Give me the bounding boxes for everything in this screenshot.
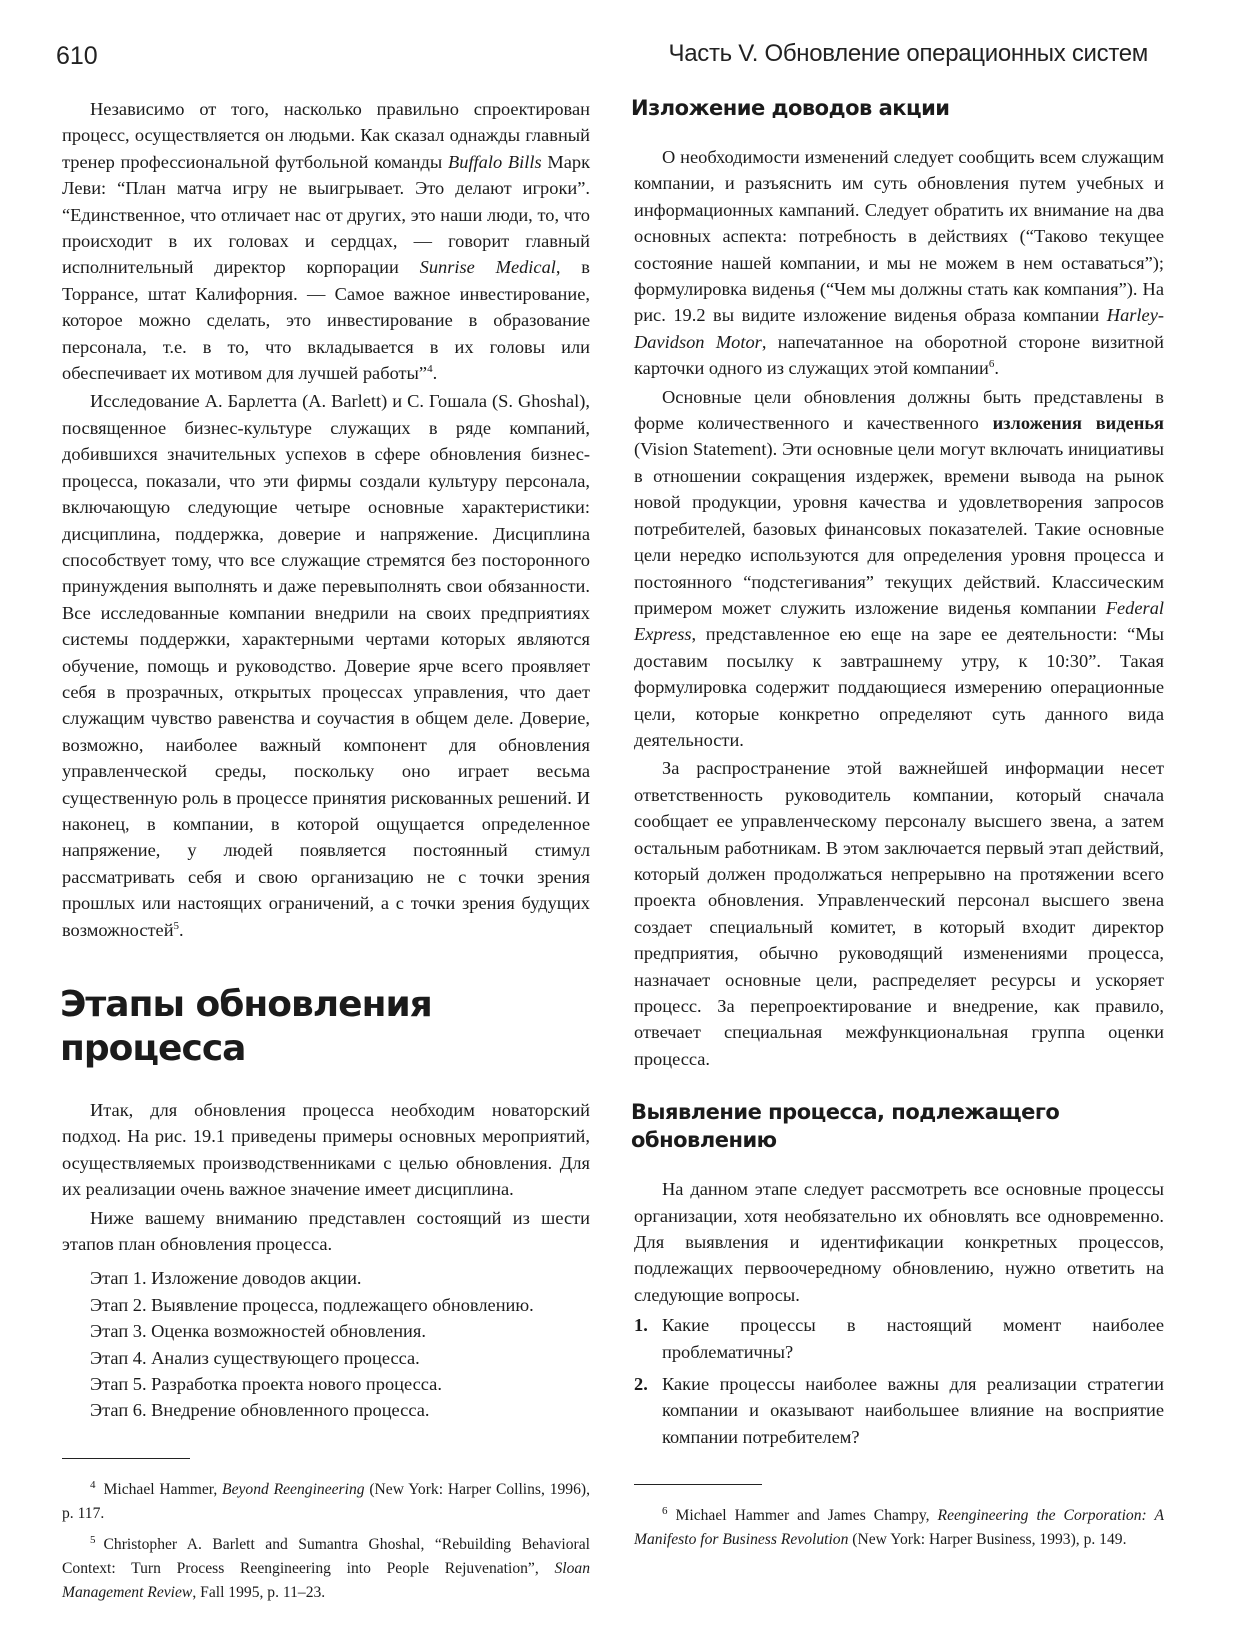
stages-list [62,1265,590,1423]
footnote-divider [634,1484,762,1485]
company-name: Harley-Davidson Motor [634,305,1164,352]
running-head: Часть V. Обновление операционных систем [668,40,1148,67]
paragraph-responsibility: За распространение этой важнейшей информации несет ответственность руководитель компании, который сначала сообщает ее управленческому персоналу высшего звена, а затем остальным работникам. В этом заключается первый этап действий, который должен продолжаться непрерывно на протяжении всего проекта обновления. Управленческий персонал высшего звена создает специальный комитет, в который входит директор предприятия, обычно руководящий изменениями процесса, назначает основные цели, распределяет ресурсы и ускоряет процесс. За перепроектирование и внедрение, как правило, отвечает специальная межфункциональная группа оценки процесса. [634,758,1164,1069]
page-number: 610 [56,42,98,70]
list-item: Этап 5. Разработка проекта нового процесса. [90,1374,442,1395]
list-item: 2. Какие процессы наиболее важны для реализации стратегии компании и оказывают наибольшее влияние на восприятие компании потребителем? [634,1374,1164,1447]
team-name: Buffalo Bills [448,151,542,172]
list-item: Этап 3. Оценка возможностей обновления. [90,1321,426,1342]
section-title: Этапы обновления процесса [60,984,432,1069]
questions-list [634,1312,1164,1450]
corp-name: Sunrise Medical [419,257,556,278]
right-column [631,94,1164,1552]
footnote-4: $^4$ Michael Hammer, Beyond Reengineering (New York: Harper Collins, 1996), p. 117. [62,1478,590,1523]
footnote-ref-4: 4 [427,362,433,375]
paragraph-plan: Ниже вашему вниманию представлен состоящий из шести этапов план обновления процесса. [62,1207,590,1255]
list-item: Этап 6. Внедрение обновленного процесса. [90,1400,430,1421]
company-name: Federal Express [634,597,1164,645]
subsection-title-arguments: Изложение доводов акции [631,96,950,120]
footnote-6: $^6$ Michael Hammer and James Champy, Reengineering the Corporation: A Manifesto for Business Revolution (New York: Harper Business, 1993), p. 149. [634,1505,1164,1549]
paragraph-goals: Основные цели обновления должны быть представлены в форме количественного и качественного изложения виденья (Vision Statement). Эти основные цели могут включать инициативы в отношении сокращения издержек, времени вывода на рынок новой продукции, уровня качества и удовлетворения запросов потребителей, базовых финансовых показателей. Такие основные цели нередко используются для определения уровня процесса и постоянного “подстегивания” текущих действий. Классическим примером может служить изложение виденья компании Federal Express, представленное ею еще на заре ее деятельности: “Мы доставим посылку к завтрашнему утру, к 10:30”. Такая формулировка содержит поддающиеся измерению операционные цели, которые конкретно определяют суть данного вида деятельности. [634,386,1164,750]
term-vision-statement: изложения виденья [992,413,1164,434]
list-item: 1. Какие процессы в настоящий момент наиболее проблематичны? [634,1315,1164,1362]
paragraph-identify: На данном этапе следует рассмотреть все основные процессы организации, хотя необязательно их обновлять все одновременно. Для выявления и идентификации конкретных процессов, подлежащих первоочередному обновлению, нужно ответить на следующие вопросы. [634,1179,1164,1305]
paragraph-culture: Исследование А. Барлетта (A. Barlett) и С. Гошала (S. Ghoshal), посвященное бизнес-культуре служащих в ряде компаний, добившихся значительных успехов в сфере обновления бизнес-процесса, показали, что эти фирмы создали культуру персонала, включающую следующие четыре основные характеристики: дисциплина, поддержка, доверие и напряжение. Дисциплина способствует тому, что все служащие стремятся без посторонного принуждения выполнять и даже перевыполнять свои обязанности. Все исследованные компании внедрили на своих предприятиях системы поддержки, характерными чертами которых являются обучение, помощь и руководство. Доверие ярче всего проявляет себя в прозрачных, открытых процессах управления, что дает служащим чувство равенства и соучастия в общем деле. Доверие, возможно, наиболее важный компонент для обновления управленческой среды, поскольку оно играет весьма существенную роль в процессе принятия рискованных решений. И наконец, в компании, в которой ощущается определенное напряжение, у людей появляется постоянный стимул рассматривать себя и свою организацию не с точки зрения прошлых или настоящих ограничений, а с точки зрения будущих возможностей$^5$. [62,391,590,940]
paragraph-people: Независимо от того, насколько правильно спроектирован процесс, осуществляется он людьми. Как сказал однажды главный тренер профессиональной футбольной команды Buffalo Bills Марк Леви: “План матча игру не выигрывает. Это делают игроки”. “Единственное, что отличает нас от других, это наши люди, то, что происходит в их головах и сердцах, — говорит главный исполнительный директор корпорации Sunrise Medical, в Торрансе, штат Калифорния. — Самое важное инвестирование, которое можно сделать, это инвестирование в образование персонала, т.е. в то, что вкладывается в их головы или обеспечивает их мотивом для лучшей работы”$^4$. [62,99,591,384]
footnote-5: $^5$ Christopher A. Barlett and Sumantra Ghoshal, “Rebuilding Behavioral Context: Turn Process Reengineering into People Rejuvenation”, Sloan Management Review, Fall 1995, p. 11–23. [62,1534,590,1602]
footnote-divider [62,1458,190,1459]
list-item: Этап 1. Изложение доводов акции. [90,1268,362,1289]
footnote-ref-6: 6 [988,358,995,371]
list-item: Этап 4. Анализ существующего процесса. [90,1347,420,1368]
left-column [62,96,590,1605]
paragraph-communication: О необходимости изменений следует сообщить всем служащим компании, и разъяснить им суть обновления путем учебных и информационных кампаний. Следует обратить их внимание на два основных аспекта: потребность в действиях (“Таково текущее состояние нашей компании, и мы не можем в нем оставаться”); формулировка виденья (“Чем мы должны стать как компания”). На рис. 19.2 вы видите изложение виденья образа компании Harley-Davidson Motor, напечатанное на оборотной стороне визитной карточки одного из служащих этой компании$^6$. [634,147,1164,379]
list-item: Этап 2. Выявление процесса, подлежащего обновлению. [90,1294,534,1315]
subsection-title-identify: Выявление процесса, подлежащего обновлению [631,1100,1060,1153]
paragraph-approach: Итак, для обновления процесса необходим новаторский подход. На рис. 19.1 приведены примеры основных мероприятий, осуществляемых производственниками с целью обновления. Для их реализации очень важное значение имеет дисциплина. [62,1100,590,1200]
footnote-ref-5: 5 [173,919,180,932]
